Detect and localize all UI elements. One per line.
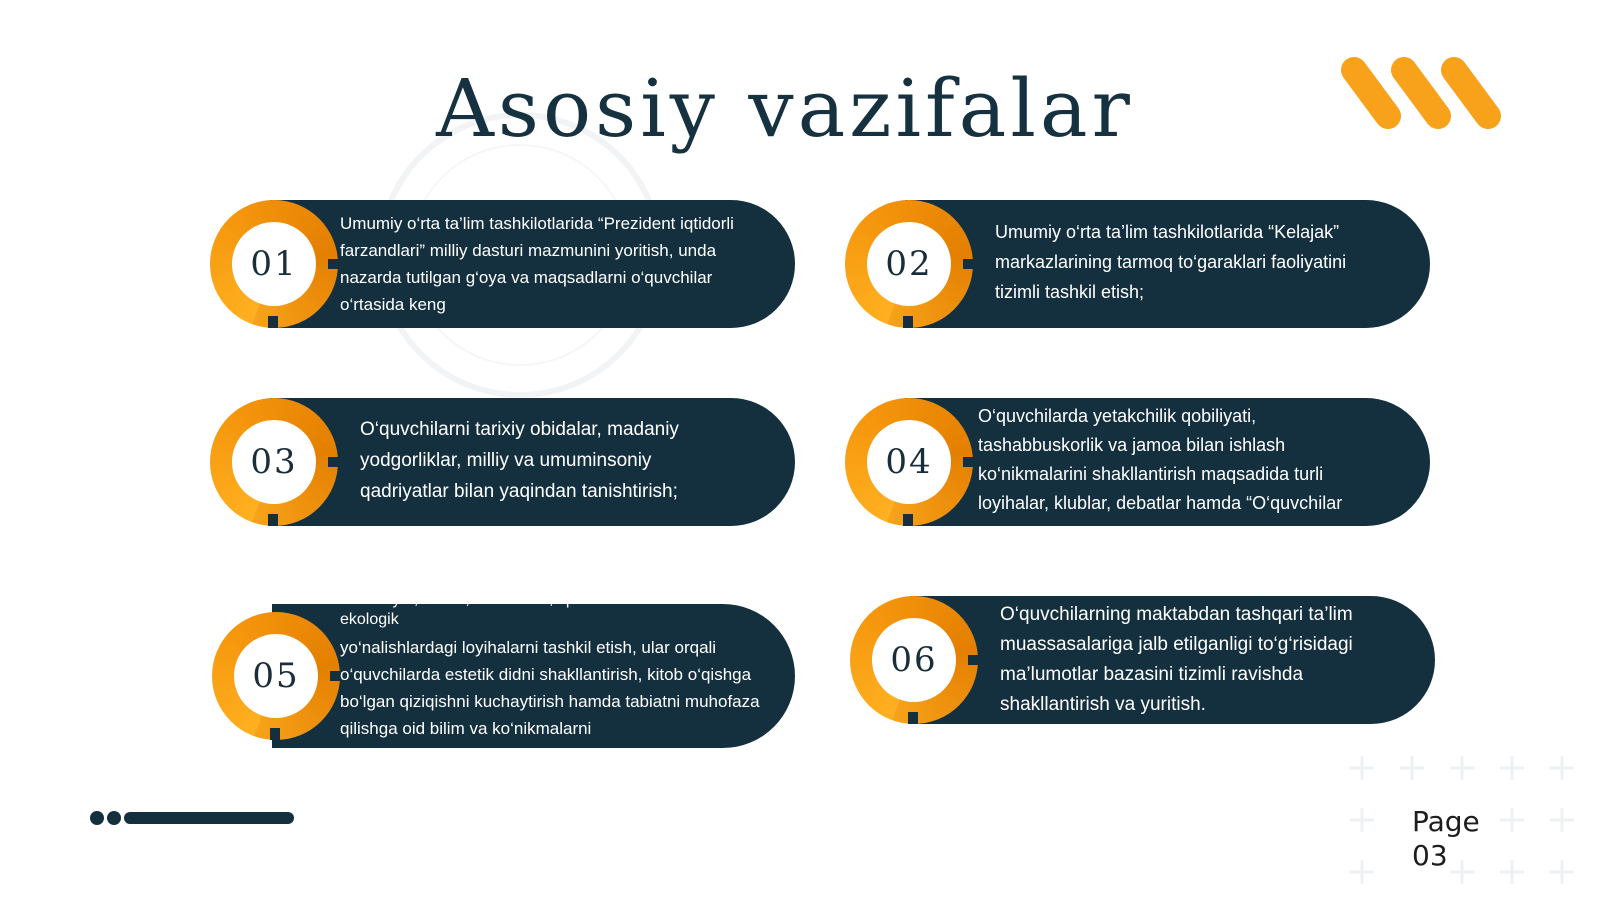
number-ring [850,596,978,724]
card-text: Umumiy o‘rta ta’lim tashkilotlarida “Prezident iqtidorli farzandlari” milliy dasturi mazmunini yoritish, unda nazarda tutilgan g‘oya va maqsadlarni o‘quvchilar o‘rtasida keng [340,214,734,314]
task-card-04 [845,398,1430,526]
page-number [1412,805,1532,873]
page-label: Page [1412,805,1480,838]
card-number: 06 [872,618,956,702]
slide-title: Asosiy vazifalar [436,62,1134,155]
card-text: Umumiy o‘rta ta’lim tashkilotlarida “Kelajak” markazlarining tarmoq to‘garaklari faoliyatini tizimli tashkil etish; [995,222,1347,302]
card-text-header: Madaniyat, san’at, kitobxonlik, sport va ekologik [340,591,615,628]
card-text: O‘quvchilarda yetakchilik qobiliyati, tashabbuskorlik va jamoa bilan ishlash ko‘nikmalarini shakllantirish maqsadida turli loyihalar, klublar, debatlar hamda “O‘quvchilar [978,406,1343,513]
number-ring [210,398,338,526]
number-ring [845,398,973,526]
card-number: 05 [234,634,318,718]
number-ring [845,200,973,328]
task-card-05 [212,591,795,748]
orange-stripes-logo [1338,52,1518,142]
task-card-06 [850,596,1435,724]
progress-bar [124,812,294,824]
task-card-01 [210,200,795,328]
card-text: yo‘nalishlardagi loyihalarni tashkil etish, ular orqali o‘quvchilarda estetik didni shakllantirish, kitob o‘qishga bo‘lgan qiziqishni kuchaytirish hamda tabiatni muhofaza qilishga oid bilim va ko‘nikmalarni [340,638,760,738]
card-number: 04 [867,420,951,504]
task-card-03 [210,398,795,526]
card-number: 02 [867,222,951,306]
progress-dot [90,811,104,825]
page-number-value: 03 [1412,839,1448,872]
card-text: O‘quvchilarni tarixiy obidalar, madaniy yodgorliklar, milliy va umuminsoniy qadriyatlar bilan yaqindan tanishtirish; [360,419,679,502]
card-text: O‘quvchilarning maktabdan tashqari ta’lim muassasalariga jalb etilganligi to‘g‘risidagi ma’lumotlar bazasini tizimli ravishda shakllantirish va yuritish. [1000,604,1353,715]
number-ring [210,200,338,328]
number-ring [212,612,340,740]
card-number: 03 [232,420,316,504]
progress-dot [107,811,121,825]
card-number: 01 [232,222,316,306]
task-card-02 [845,200,1430,328]
